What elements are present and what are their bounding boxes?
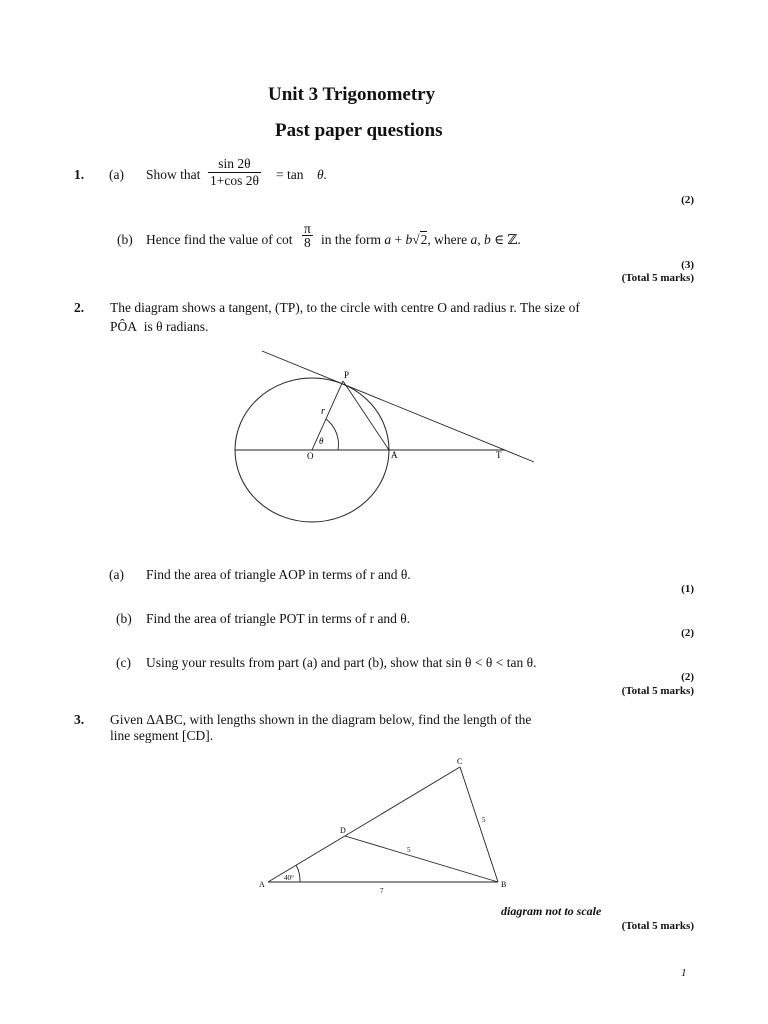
q2b-marks: (2) [681, 627, 694, 639]
q2-part-a-text: Find the area of triangle AOP in terms of r and θ. [146, 567, 411, 582]
q2-part-a-label: (a) [109, 567, 124, 582]
q2-part-c-text: Using your results from part (a) and part (b), show that sin θ < θ < tan θ. [146, 655, 537, 670]
label-c: C [457, 757, 463, 766]
q1b-marks: (3) [681, 259, 694, 271]
side-ac [268, 767, 460, 882]
label-ab-length: 7 [380, 887, 384, 895]
question-2-number: 2. [74, 300, 85, 315]
label-b: B [501, 880, 507, 889]
label-t: T [496, 450, 502, 460]
q2-part-b-text: Find the area of triangle POT in terms of r and θ. [146, 611, 411, 626]
segment-db [345, 836, 498, 882]
q2c-marks: (2) [681, 671, 694, 683]
q3-line-1: Given ΔABC, with lengths shown in the diagram below, find the length of the [110, 712, 532, 727]
label-p: P [344, 370, 350, 380]
unit-title: Unit 3 Trigonometry [268, 84, 436, 105]
angle-40-arc [296, 865, 300, 882]
q3-line-2: line segment [CD]. [110, 728, 214, 743]
diagram-not-to-scale-note: diagram not to scale [501, 904, 602, 918]
q2-part-c-label: (c) [116, 655, 131, 670]
label-a: A [259, 880, 265, 889]
label-a: A [391, 450, 398, 460]
q2-total-marks: (Total 5 marks) [621, 685, 694, 697]
label-d: D [340, 826, 346, 835]
q1b-text: Hence find the value of cot [146, 232, 293, 247]
q1-theta: θ. [317, 167, 328, 182]
q2-line-2: PÔA is θ radians. [110, 319, 209, 334]
page-subtitle: Past paper questions [275, 120, 443, 141]
label-bd-length: 5 [407, 846, 411, 854]
q2-part-b-label: (b) [116, 611, 132, 626]
label-o: O [307, 451, 314, 461]
q1-rhs: = tan [276, 167, 304, 182]
side-cb [460, 767, 498, 882]
q1a-marks: (2) [681, 194, 694, 206]
label-r: r [321, 406, 325, 417]
q3-total-marks: (Total 5 marks) [621, 920, 694, 932]
q1-fraction-numerator: sin 2θ [208, 156, 261, 173]
q1-part-b-label: (b) [117, 232, 133, 247]
q2-line-1: The diagram shows a tangent, (TP), to the circle with centre O and radius r. The size of [110, 300, 580, 315]
question-1-number: 1. [74, 167, 85, 182]
label-angle: 40° [284, 874, 294, 882]
q1-total-marks: (Total 5 marks) [621, 272, 694, 284]
q1-part-a-label: (a) [109, 167, 124, 182]
q1b-form: in the form a + b√2, where a, b ∈ ℤ. [321, 232, 521, 247]
q1-fraction-denominator: 1+cos 2θ [210, 173, 259, 188]
q1b-pi-fraction: $\frac{\pi}{8}$ [304, 221, 311, 250]
page-number: 1 [681, 967, 687, 979]
question-3-number: 3. [74, 712, 85, 727]
q1-part-a-show-that: Show that [146, 167, 201, 182]
label-theta: θ [319, 436, 324, 446]
label-bc-length: 5 [482, 816, 486, 824]
q2a-marks: (1) [681, 583, 694, 595]
